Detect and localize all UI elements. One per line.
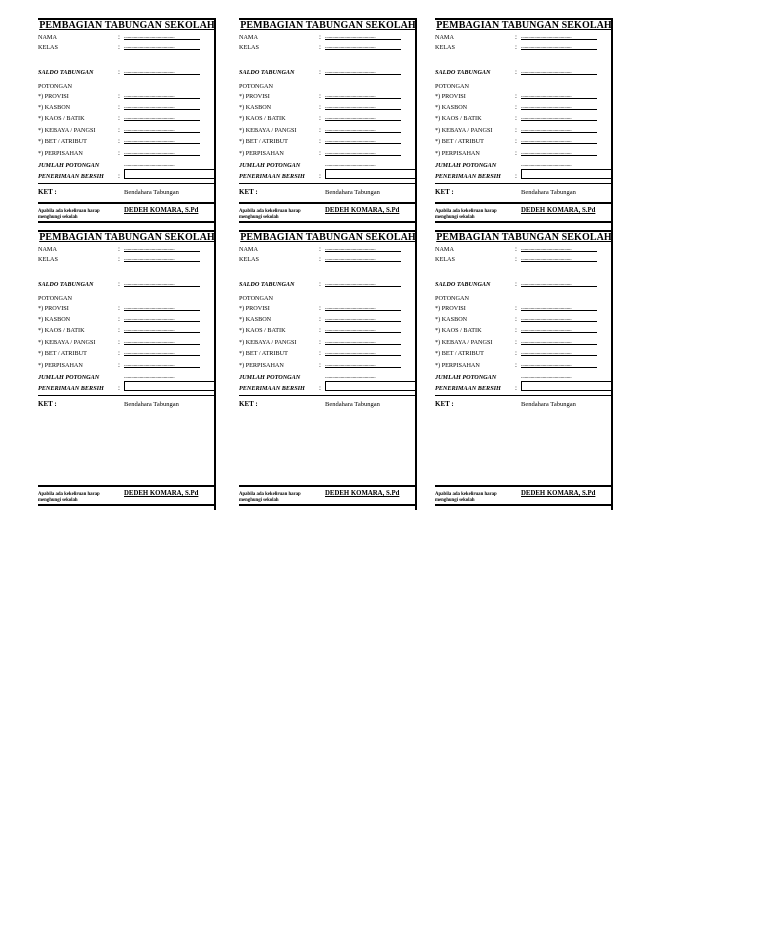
signer-name: DEDEH KOMARA, S.Pd <box>124 207 199 214</box>
field-kasbon-colon: : <box>319 315 321 323</box>
field-penerimaan-bersih-colon: : <box>515 172 517 180</box>
field-kebaya-pangsi-value[interactable]: .......................................... <box>124 338 200 345</box>
field-kaos-batik-colon: : <box>319 326 321 334</box>
field-jumlah-potongan-value[interactable]: .......................................... <box>521 374 572 379</box>
field-perpisahan-colon: : <box>319 149 321 157</box>
field-kaos-batik-value[interactable]: .......................................... <box>124 114 200 121</box>
field-nama-colon: : <box>319 245 321 253</box>
slip-frame <box>239 230 417 510</box>
field-bet-atribut-value[interactable]: .......................................... <box>124 349 200 356</box>
field-nama-value[interactable]: .......................................... <box>325 33 401 40</box>
field-nama-value[interactable]: .......................................... <box>521 33 597 40</box>
savings-slip-5 <box>239 230 417 510</box>
field-kaos-batik-label: *) KAOS / BATIK <box>38 327 85 334</box>
ket-divider <box>239 183 417 184</box>
field-perpisahan-label: *) PERPISAHAN <box>38 362 83 369</box>
field-nama-label: NAMA <box>239 34 258 41</box>
label-potongan-label: POTONGAN <box>38 83 72 90</box>
field-bet-atribut-colon: : <box>118 349 120 357</box>
field-perpisahan-colon: : <box>515 361 517 369</box>
savings-slip-4 <box>38 230 216 510</box>
correction-note: Apabila ada kekeliruan harap menghungi sekolah <box>435 209 497 220</box>
field-kasbon-colon: : <box>319 103 321 111</box>
footer-divider <box>239 202 417 204</box>
field-nama-label: NAMA <box>435 246 454 253</box>
ket-label: KET : <box>435 400 454 408</box>
field-nama-label: NAMA <box>435 34 454 41</box>
field-kasbon-label: *) KASBON <box>435 316 468 323</box>
field-bet-atribut-colon: : <box>319 349 321 357</box>
savings-slip-1 <box>38 18 216 230</box>
field-kebaya-pangsi-label: *) KEBAYA / PANGSI <box>435 127 493 134</box>
field-kasbon-value[interactable]: .......................................... <box>124 103 200 110</box>
field-penerimaan-bersih-colon: : <box>319 384 321 392</box>
field-perpisahan-label: *) PERPISAHAN <box>239 150 284 157</box>
footer-divider <box>38 485 216 487</box>
field-kebaya-pangsi-value[interactable]: .......................................... <box>521 126 597 133</box>
field-kaos-batik-colon: : <box>319 114 321 122</box>
field-kebaya-pangsi-label: *) KEBAYA / PANGSI <box>239 127 297 134</box>
field-bet-atribut-value[interactable]: .......................................... <box>124 137 200 144</box>
field-kasbon-colon: : <box>118 103 120 111</box>
field-perpisahan-label: *) PERPISAHAN <box>239 362 284 369</box>
field-kasbon-label: *) KASBON <box>239 316 272 323</box>
field-kasbon-value[interactable]: .......................................... <box>325 315 401 322</box>
field-bet-atribut-colon: : <box>515 137 517 145</box>
field-perpisahan-value[interactable]: .......................................... <box>325 149 401 156</box>
field-nama-colon: : <box>319 33 321 41</box>
field-kelas-colon: : <box>515 255 517 263</box>
slip-title: PEMBAGIAN TABUNGAN SEKOLAH <box>436 232 612 243</box>
field-jumlah-potongan-label: JUMLAH POTONGAN <box>435 162 497 169</box>
field-perpisahan-value[interactable]: .......................................... <box>124 361 200 368</box>
field-perpisahan-label: *) PERPISAHAN <box>38 150 83 157</box>
label-potongan-label: POTONGAN <box>239 83 273 90</box>
field-kaos-batik-label: *) KAOS / BATIK <box>435 115 482 122</box>
field-provisi-colon: : <box>319 92 321 100</box>
field-kasbon-label: *) KASBON <box>239 104 272 111</box>
field-jumlah-potongan-label: JUMLAH POTONGAN <box>239 374 301 381</box>
slip-title: PEMBAGIAN TABUNGAN SEKOLAH <box>39 232 215 243</box>
field-bet-atribut-label: *) BET / ATRIBUT <box>239 138 288 145</box>
field-penerimaan-bersih-label: PENERIMAAN BERSIH <box>38 385 104 392</box>
field-kebaya-pangsi-colon: : <box>319 126 321 134</box>
signer-name: DEDEH KOMARA, S.Pd <box>124 490 199 497</box>
label-potongan-label: POTONGAN <box>435 295 469 302</box>
field-bet-atribut-label: *) BET / ATRIBUT <box>38 350 87 357</box>
slip-bottom-border <box>38 504 216 506</box>
field-perpisahan-value[interactable]: .......................................... <box>325 361 401 368</box>
field-kaos-batik-label: *) KAOS / BATIK <box>239 327 286 334</box>
field-saldo-tabungan-value[interactable]: .......................................... <box>325 68 401 75</box>
slip-bottom-border <box>435 504 613 506</box>
signer-name: DEDEH KOMARA, S.Pd <box>325 490 400 497</box>
field-saldo-tabungan-colon: : <box>118 68 120 76</box>
bendahara-label: Bendahara Tabungan <box>124 189 179 196</box>
field-kasbon-colon: : <box>515 103 517 111</box>
field-penerimaan-bersih-value[interactable] <box>521 169 612 179</box>
field-bet-atribut-colon: : <box>118 137 120 145</box>
field-nama-label: NAMA <box>239 246 258 253</box>
field-nama-label: NAMA <box>38 34 57 41</box>
field-kaos-batik-colon: : <box>515 326 517 334</box>
field-saldo-tabungan-label: SALDO TABUNGAN <box>435 281 491 288</box>
field-jumlah-potongan-value[interactable]: .......................................... <box>325 162 376 167</box>
field-kaos-batik-label: *) KAOS / BATIK <box>38 115 85 122</box>
slip-title: PEMBAGIAN TABUNGAN SEKOLAH <box>436 20 612 31</box>
bendahara-label: Bendahara Tabungan <box>325 401 380 408</box>
slip-title: PEMBAGIAN TABUNGAN SEKOLAH <box>39 20 215 31</box>
field-saldo-tabungan-colon: : <box>515 68 517 76</box>
field-provisi-value[interactable]: .......................................... <box>521 304 597 311</box>
field-penerimaan-bersih-value[interactable] <box>325 169 416 179</box>
field-saldo-tabungan-value[interactable]: .......................................... <box>124 280 200 287</box>
field-jumlah-potongan-label: JUMLAH POTONGAN <box>435 374 497 381</box>
field-saldo-tabungan-value[interactable]: .......................................... <box>521 280 597 287</box>
field-kaos-batik-value[interactable]: .......................................... <box>521 326 597 333</box>
field-kelas-value[interactable]: .......................................... <box>124 255 200 262</box>
field-nama-colon: : <box>515 33 517 41</box>
field-kelas-label: KELAS <box>435 44 455 51</box>
field-nama-value[interactable]: .......................................... <box>521 245 597 252</box>
correction-note: Apabila ada kekeliruan harap menghungi sekolah <box>435 492 497 503</box>
field-jumlah-potongan-value[interactable]: .......................................... <box>521 162 572 167</box>
footer-divider <box>239 485 417 487</box>
field-kaos-batik-colon: : <box>118 114 120 122</box>
field-kaos-batik-value[interactable]: .......................................... <box>124 326 200 333</box>
field-bet-atribut-value[interactable]: .......................................... <box>521 137 597 144</box>
field-kaos-batik-value[interactable]: .......................................... <box>325 114 401 121</box>
bendahara-label: Bendahara Tabungan <box>124 401 179 408</box>
field-saldo-tabungan-value[interactable]: .......................................... <box>325 280 401 287</box>
field-kasbon-colon: : <box>118 315 120 323</box>
field-saldo-tabungan-colon: : <box>319 280 321 288</box>
field-kasbon-value[interactable]: .......................................... <box>124 315 200 322</box>
slip-bottom-border <box>239 504 417 506</box>
field-penerimaan-bersih-value[interactable] <box>325 381 416 391</box>
field-kebaya-pangsi-value[interactable]: .......................................... <box>124 126 200 133</box>
signer-name: DEDEH KOMARA, S.Pd <box>325 207 400 214</box>
field-nama-colon: : <box>118 245 120 253</box>
field-kelas-value[interactable]: .......................................... <box>124 43 200 50</box>
ket-label: KET : <box>435 188 454 196</box>
field-kelas-value[interactable]: .......................................... <box>521 255 597 262</box>
field-provisi-value[interactable]: .......................................... <box>325 304 401 311</box>
field-penerimaan-bersih-label: PENERIMAAN BERSIH <box>239 173 305 180</box>
field-saldo-tabungan-label: SALDO TABUNGAN <box>38 281 94 288</box>
field-provisi-value[interactable]: .......................................... <box>124 92 200 99</box>
field-penerimaan-bersih-colon: : <box>118 384 120 392</box>
field-saldo-tabungan-label: SALDO TABUNGAN <box>239 281 295 288</box>
field-bet-atribut-colon: : <box>515 349 517 357</box>
ket-divider <box>435 395 613 396</box>
field-kelas-label: KELAS <box>239 256 259 263</box>
field-kelas-colon: : <box>118 43 120 51</box>
field-saldo-tabungan-colon: : <box>118 280 120 288</box>
signer-name: DEDEH KOMARA, S.Pd <box>521 490 596 497</box>
field-saldo-tabungan-label: SALDO TABUNGAN <box>38 69 94 76</box>
slip-bottom-border <box>239 221 417 223</box>
ket-divider <box>239 395 417 396</box>
correction-note: Apabila ada kekeliruan harap menghungi sekolah <box>239 209 301 220</box>
field-provisi-value[interactable]: .......................................... <box>521 92 597 99</box>
ket-divider <box>435 183 613 184</box>
field-perpisahan-value[interactable]: .......................................... <box>521 149 597 156</box>
ket-divider <box>38 395 216 396</box>
ket-divider <box>38 183 216 184</box>
bendahara-label: Bendahara Tabungan <box>521 189 576 196</box>
field-provisi-value[interactable]: .......................................... <box>325 92 401 99</box>
field-kebaya-pangsi-value[interactable]: .......................................... <box>325 338 401 345</box>
field-kebaya-pangsi-colon: : <box>319 338 321 346</box>
field-nama-colon: : <box>515 245 517 253</box>
field-kelas-colon: : <box>118 255 120 263</box>
field-perpisahan-value[interactable]: .......................................... <box>124 149 200 156</box>
field-kelas-value[interactable]: .......................................... <box>325 43 401 50</box>
field-kebaya-pangsi-value[interactable]: .......................................... <box>521 338 597 345</box>
field-saldo-tabungan-colon: : <box>319 68 321 76</box>
field-provisi-colon: : <box>319 304 321 312</box>
field-kelas-value[interactable]: .......................................... <box>325 255 401 262</box>
field-saldo-tabungan-label: SALDO TABUNGAN <box>239 69 295 76</box>
field-penerimaan-bersih-label: PENERIMAAN BERSIH <box>435 173 501 180</box>
bendahara-label: Bendahara Tabungan <box>325 189 380 196</box>
field-penerimaan-bersih-value[interactable] <box>124 169 215 179</box>
field-kaos-batik-colon: : <box>118 326 120 334</box>
label-potongan-label: POTONGAN <box>239 295 273 302</box>
field-nama-value[interactable]: .......................................... <box>124 33 200 40</box>
field-perpisahan-colon: : <box>118 361 120 369</box>
field-kasbon-colon: : <box>515 315 517 323</box>
savings-slip-6 <box>435 230 613 510</box>
field-kebaya-pangsi-value[interactable]: .......................................... <box>325 126 401 133</box>
field-saldo-tabungan-colon: : <box>515 280 517 288</box>
field-penerimaan-bersih-value[interactable] <box>124 381 215 391</box>
field-perpisahan-colon: : <box>118 149 120 157</box>
footer-divider <box>435 485 613 487</box>
field-provisi-label: *) PROVISI <box>38 93 69 100</box>
field-nama-colon: : <box>118 33 120 41</box>
label-potongan-label: POTONGAN <box>38 295 72 302</box>
savings-slip-2 <box>239 18 417 230</box>
field-kelas-label: KELAS <box>38 44 58 51</box>
slip-frame <box>38 230 216 510</box>
field-perpisahan-colon: : <box>319 361 321 369</box>
field-kebaya-pangsi-label: *) KEBAYA / PANGSI <box>38 339 96 346</box>
field-kelas-colon: : <box>319 43 321 51</box>
field-kelas-value[interactable]: .......................................... <box>521 43 597 50</box>
field-kelas-label: KELAS <box>38 256 58 263</box>
slip-bottom-border <box>38 221 216 223</box>
field-kasbon-label: *) KASBON <box>38 316 71 323</box>
field-saldo-tabungan-value[interactable]: .......................................... <box>124 68 200 75</box>
correction-note: Apabila ada kekeliruan harap menghungi sekolah <box>38 209 100 220</box>
field-kelas-colon: : <box>319 255 321 263</box>
ket-label: KET : <box>38 188 57 196</box>
field-nama-label: NAMA <box>38 246 57 253</box>
field-perpisahan-label: *) PERPISAHAN <box>435 362 480 369</box>
label-potongan-label: POTONGAN <box>435 83 469 90</box>
ket-label: KET : <box>38 400 57 408</box>
field-provisi-colon: : <box>118 304 120 312</box>
field-bet-atribut-label: *) BET / ATRIBUT <box>239 350 288 357</box>
field-kebaya-pangsi-label: *) KEBAYA / PANGSI <box>435 339 493 346</box>
field-provisi-colon: : <box>515 92 517 100</box>
slip-title: PEMBAGIAN TABUNGAN SEKOLAH <box>240 20 416 31</box>
field-kasbon-label: *) KASBON <box>435 104 468 111</box>
field-kasbon-value[interactable]: .......................................... <box>521 315 597 322</box>
field-kelas-label: KELAS <box>239 44 259 51</box>
field-kaos-batik-value[interactable]: .......................................... <box>521 114 597 121</box>
field-perpisahan-label: *) PERPISAHAN <box>435 150 480 157</box>
field-bet-atribut-value[interactable]: .......................................... <box>325 137 401 144</box>
field-provisi-colon: : <box>118 92 120 100</box>
field-kelas-label: KELAS <box>435 256 455 263</box>
field-jumlah-potongan-value[interactable]: .......................................... <box>124 374 175 379</box>
field-saldo-tabungan-value[interactable]: .......................................... <box>521 68 597 75</box>
signer-name: DEDEH KOMARA, S.Pd <box>521 207 596 214</box>
field-perpisahan-value[interactable]: .......................................... <box>521 361 597 368</box>
field-provisi-label: *) PROVISI <box>435 305 466 312</box>
footer-divider <box>38 202 216 204</box>
savings-slip-3 <box>435 18 613 230</box>
field-provisi-label: *) PROVISI <box>239 93 270 100</box>
field-penerimaan-bersih-colon: : <box>118 172 120 180</box>
field-penerimaan-bersih-colon: : <box>319 172 321 180</box>
ket-label: KET : <box>239 188 258 196</box>
correction-note: Apabila ada kekeliruan harap menghungi sekolah <box>239 492 301 503</box>
field-bet-atribut-value[interactable]: .......................................... <box>521 349 597 356</box>
field-penerimaan-bersih-label: PENERIMAAN BERSIH <box>435 385 501 392</box>
correction-note: Apabila ada kekeliruan harap menghungi sekolah <box>38 492 100 503</box>
field-kebaya-pangsi-colon: : <box>118 126 120 134</box>
field-penerimaan-bersih-label: PENERIMAAN BERSIH <box>38 173 104 180</box>
field-bet-atribut-value[interactable]: .......................................... <box>325 349 401 356</box>
slip-bottom-border <box>435 221 613 223</box>
field-provisi-colon: : <box>515 304 517 312</box>
field-kaos-batik-value[interactable]: .......................................... <box>325 326 401 333</box>
field-kaos-batik-label: *) KAOS / BATIK <box>435 327 482 334</box>
ket-label: KET : <box>239 400 258 408</box>
field-jumlah-potongan-label: JUMLAH POTONGAN <box>38 374 100 381</box>
field-kebaya-pangsi-colon: : <box>515 338 517 346</box>
field-kasbon-label: *) KASBON <box>38 104 71 111</box>
field-kebaya-pangsi-label: *) KEBAYA / PANGSI <box>38 127 96 134</box>
field-penerimaan-bersih-colon: : <box>515 384 517 392</box>
field-perpisahan-colon: : <box>515 149 517 157</box>
field-jumlah-potongan-label: JUMLAH POTONGAN <box>38 162 100 169</box>
field-kebaya-pangsi-label: *) KEBAYA / PANGSI <box>239 339 297 346</box>
field-bet-atribut-label: *) BET / ATRIBUT <box>435 138 484 145</box>
field-jumlah-potongan-label: JUMLAH POTONGAN <box>239 162 301 169</box>
slip-frame <box>435 230 613 510</box>
field-nama-value[interactable]: .......................................... <box>124 245 200 252</box>
field-jumlah-potongan-value[interactable]: .......................................... <box>124 162 175 167</box>
field-provisi-label: *) PROVISI <box>435 93 466 100</box>
field-provisi-label: *) PROVISI <box>38 305 69 312</box>
field-kebaya-pangsi-colon: : <box>515 126 517 134</box>
field-penerimaan-bersih-value[interactable] <box>521 381 612 391</box>
field-kelas-colon: : <box>515 43 517 51</box>
field-penerimaan-bersih-label: PENERIMAAN BERSIH <box>239 385 305 392</box>
field-saldo-tabungan-label: SALDO TABUNGAN <box>435 69 491 76</box>
field-jumlah-potongan-value[interactable]: .......................................... <box>325 374 376 379</box>
field-kebaya-pangsi-colon: : <box>118 338 120 346</box>
footer-divider <box>435 202 613 204</box>
field-provisi-label: *) PROVISI <box>239 305 270 312</box>
field-kasbon-value[interactable]: .......................................... <box>325 103 401 110</box>
field-nama-value[interactable]: .......................................... <box>325 245 401 252</box>
field-bet-atribut-colon: : <box>319 137 321 145</box>
field-bet-atribut-label: *) BET / ATRIBUT <box>435 350 484 357</box>
field-kasbon-value[interactable]: .......................................... <box>521 103 597 110</box>
field-kaos-batik-label: *) KAOS / BATIK <box>239 115 286 122</box>
slip-title: PEMBAGIAN TABUNGAN SEKOLAH <box>240 232 416 243</box>
field-bet-atribut-label: *) BET / ATRIBUT <box>38 138 87 145</box>
field-kaos-batik-colon: : <box>515 114 517 122</box>
bendahara-label: Bendahara Tabungan <box>521 401 576 408</box>
field-provisi-value[interactable]: .......................................... <box>124 304 200 311</box>
